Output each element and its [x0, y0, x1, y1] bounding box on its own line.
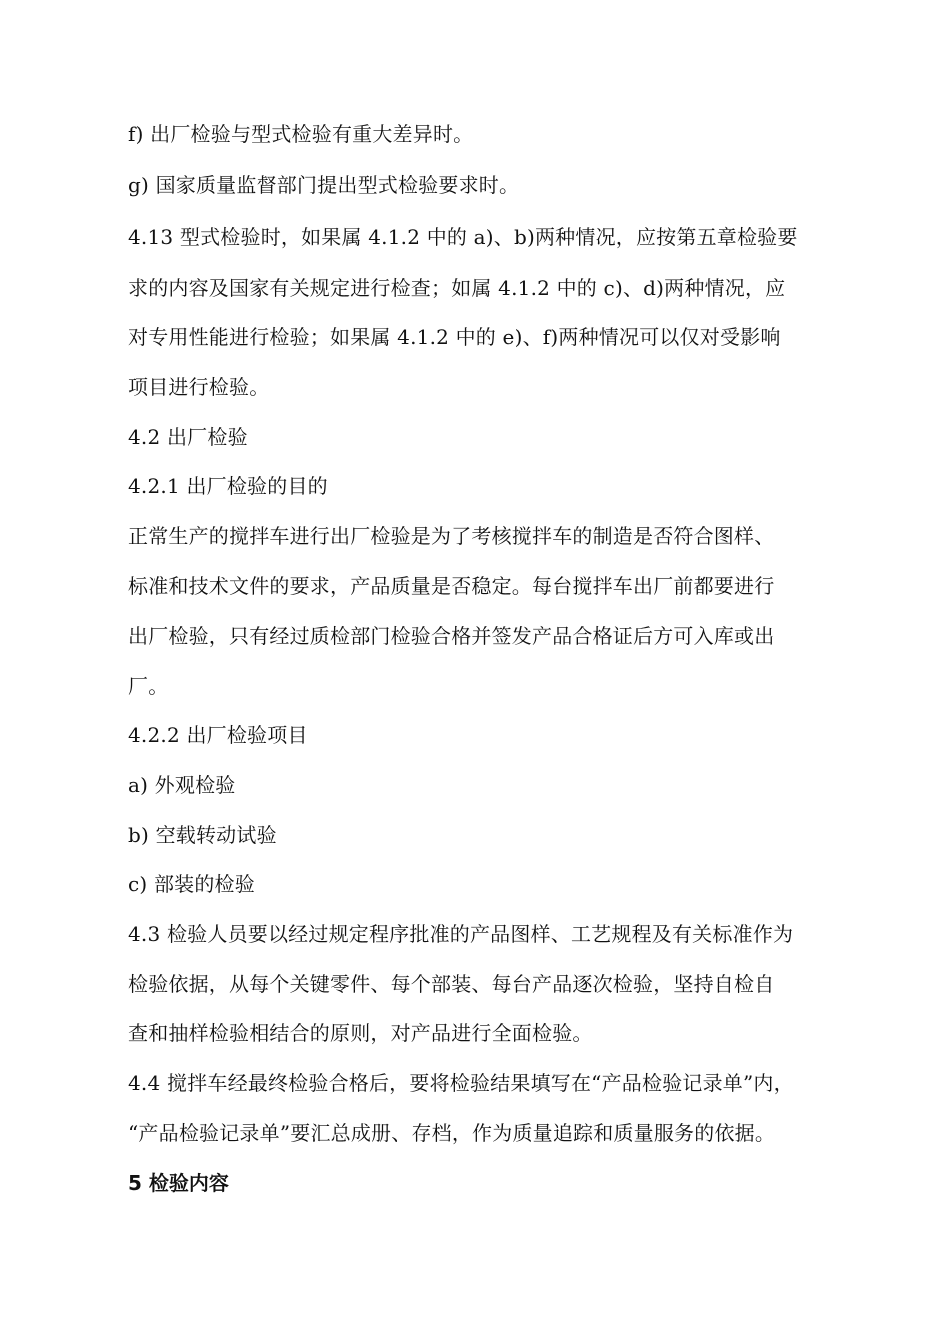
section-4-2-1-title: 4.2.1 出厂检验的目的 — [128, 474, 328, 498]
section-4-2-2-title: 4.2.2 出厂检验项目 — [128, 723, 308, 747]
section-4-2-title: 4.2 出厂检验 — [128, 425, 248, 449]
paragraph-line-1: 正常生产的搅拌车进行出厂检验是为了考核搅拌车的制造是否符合图样、 — [128, 524, 775, 548]
paragraph-line-4: 厂。 — [128, 674, 169, 698]
list-item-f: f) 出厂检验与型式检验有重大差异时。 — [128, 122, 474, 146]
clause-4-13-line-2: 求的内容及国家有关规定进行检查；如属 4.1.2 中的 c)、d)两种情况，应 — [128, 276, 786, 300]
list-item-b: b) 空载转动试验 — [128, 823, 277, 847]
clause-4-13-line-1: 4.13 型式检验时，如果属 4.1.2 中的 a)、b)两种情况，应按第五章检验要 — [128, 225, 798, 249]
clause-4-4-line-1: 4.4 搅拌车经最终检验合格后，要将检验结果填写在“产品检验记录单”内， — [128, 1071, 794, 1095]
list-item-g: g) 国家质量监督部门提出型式检验要求时。 — [128, 173, 520, 197]
clause-4-4-line-2: “产品检验记录单”要汇总成册、存档，作为质量追踪和质量服务的依据。 — [128, 1121, 776, 1145]
paragraph-line-2: 标准和技术文件的要求，产品质量是否稳定。每台搅拌车出厂前都要进行 — [128, 574, 775, 598]
list-item-a: a) 外观检验 — [128, 773, 236, 797]
clause-4-3-line-3: 查和抽样检验相结合的原则，对产品进行全面检验。 — [128, 1021, 593, 1045]
section-5-heading: 5 检验内容 — [128, 1171, 229, 1195]
paragraph-line-3: 出厂检验，只有经过质检部门检验合格并签发产品合格证后方可入库或出 — [128, 624, 775, 648]
list-item-c: c) 部装的检验 — [128, 872, 255, 896]
clause-4-3-line-1: 4.3 检验人员要以经过规定程序批准的产品图样、工艺规程及有关标准作为 — [128, 922, 794, 946]
clause-4-13-line-3: 对专用性能进行检验；如果属 4.1.2 中的 e)、f)两种情况可以仅对受影响 — [128, 325, 781, 349]
clause-4-3-line-2: 检验依据，从每个关键零件、每个部装、每台产品逐次检验，坚持自检自 — [128, 972, 775, 996]
clause-4-13-line-4: 项目进行检验。 — [128, 375, 270, 399]
